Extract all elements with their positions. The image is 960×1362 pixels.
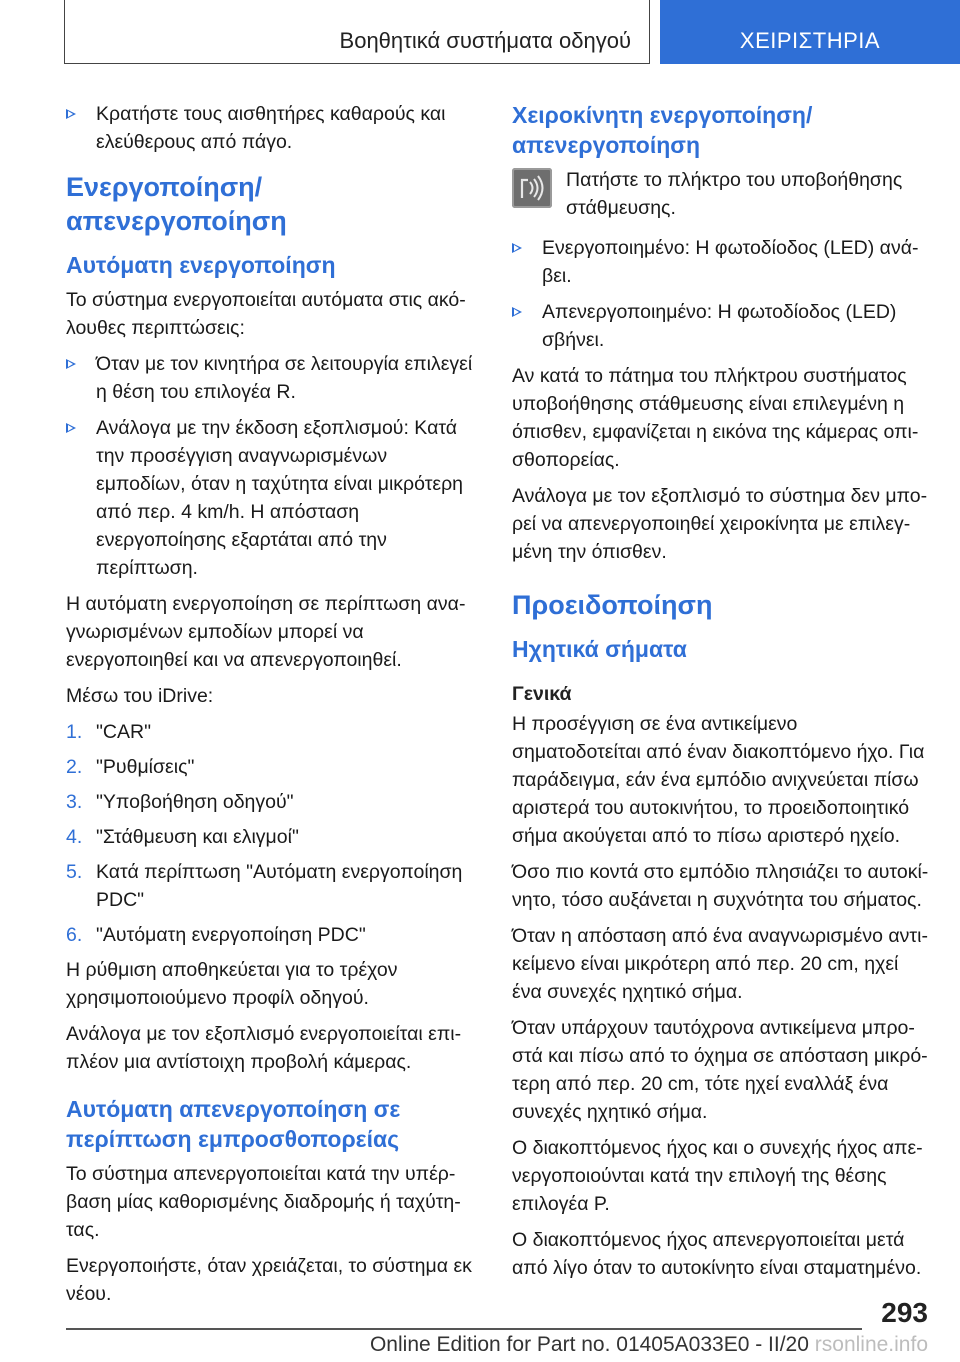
- paragraph: Η ρύθμιση αποθηκεύεται για το τρέχον χρησιμοποιούμενο προφίλ οδηγού.: [66, 959, 398, 1009]
- step-number: 4.: [66, 826, 83, 848]
- numbered-steps: [66, 718, 478, 949]
- left-column: [66, 100, 478, 1316]
- step-number: 2.: [66, 756, 83, 778]
- step-text: "Ρυθμίσεις": [96, 756, 195, 778]
- paragraph: Το σύστημα απενεργοποιείται κατά την υπέρβαση μίας καθορισμένης διαδρομής ή ταχύτητας.: [66, 1163, 461, 1241]
- section-title: Βοηθητικά συστήματα οδηγού: [339, 28, 631, 53]
- paragraph: Μέσω του iDrive:: [66, 685, 214, 707]
- paragraph: Όταν υπάρχουν ταυτόχρονα αντικείμενα μπροστά και πίσω από το όχημα σε απόσταση μικρότερη από περ. 20 cm, τότε ηχεί εναλλάξ ένα συνεχές ηχητικό σήμα.: [512, 1017, 928, 1123]
- bullet-arrow-icon: [66, 423, 76, 433]
- bullet-arrow-icon: [512, 307, 522, 317]
- chapter-tab-label: ΧΕΙΡΙΣΤΗΡΙΑ: [739, 28, 881, 53]
- bullet-arrow-icon: [512, 243, 522, 253]
- step-item: [66, 753, 478, 781]
- paragraph: Ενεργοποιήστε, όταν χρειάζεται, το σύστημα εκ νέου.: [66, 1255, 472, 1305]
- edition-text: Online Edition for Part no. 01405A033E0 - II/20: [369, 1333, 809, 1356]
- bullet-item: [512, 298, 930, 354]
- bullet-arrow-icon: [66, 359, 76, 369]
- bullet-text: Απενεργοποιημένο: Η φωτοδίοδος (LED) σβήνει.: [542, 301, 897, 351]
- paragraph: Το σύστημα ενεργοποιείται αυτόματα στις ακόλουθες περιπτώσεις:: [66, 289, 466, 339]
- paragraph: Ανάλογα με τον εξοπλισμό ενεργοποιείται επιπλέον μια αντίστοιχη προβολή κάμερας.: [66, 1023, 462, 1073]
- bullet-text: Ανάλογα με την έκδοση εξοπλισμού: Κατά την προσέγγιση αναγνωρισμένων εμποδίων, όταν η ταχύτητα είναι μικρότερη από περ. 4 km/h. Η απόσταση ενεργοποίησης εξαρτάται από την περίπτωση.: [96, 417, 464, 579]
- step-item: [66, 921, 478, 949]
- step-text: "CAR": [96, 721, 152, 743]
- footer-rule: [66, 1328, 862, 1330]
- heading-general: Γενικά: [512, 683, 572, 705]
- bullet-arrow-icon: [66, 109, 76, 119]
- bullet-item: [66, 100, 478, 156]
- step-item: [66, 823, 478, 851]
- button-instruction-text: Πατήστε το πλήκτρο του υποβοήθησης στάθμευσης.: [566, 169, 903, 219]
- heading-acoustic-signals: Ηχητικά σήματα: [512, 636, 687, 662]
- header-section-box: [64, 0, 650, 64]
- step-text: "Αυτόματη ενεργοποίηση PDC": [96, 924, 366, 946]
- step-item: [66, 788, 478, 816]
- paragraph: Αν κατά το πάτημα του πλήκτρου συστήματος υποβοήθησης στάθμευσης είναι επιλεγμένη η όπισθεν, εμφανίζεται η εικόνα της κάμερας οπισθοπορείας.: [512, 365, 919, 471]
- bullet-list: [512, 234, 930, 354]
- bullet-item: [66, 350, 478, 406]
- parking-assist-button-icon: [512, 168, 552, 208]
- page-number: 293: [881, 1297, 928, 1328]
- step-text: Κατά περίπτωση "Αυτόματη ενεργοποίηση PDC": [96, 861, 463, 911]
- bullet-list: [66, 350, 478, 582]
- paragraph: Ο διακοπτόμενος ήχος και ο συνεχής ήχος απενεργοποιούνται κατά την επιλογή της θέσης επιλογέα P.: [512, 1137, 923, 1215]
- heading-auto-activation: Αυτόματη ενεργοποίηση: [66, 252, 336, 278]
- step-item: [66, 858, 478, 914]
- paragraph: Όταν η απόσταση από ένα αναγνωρισμένο αντικείμενο είναι μικρότερη από περ. 20 cm, ηχεί ένα συνεχές ηχητικό σήμα.: [512, 925, 928, 1003]
- watermark-text: rsonline.info: [814, 1333, 928, 1356]
- bullet-item: [66, 414, 478, 582]
- paragraph: Ανάλογα με τον εξοπλισμό το σύστημα δεν μπορεί να απενεργοποιηθεί χειροκίνητα με επιλεγμένη την όπισθεν.: [512, 485, 928, 563]
- heading-auto-deactivation: Αυτόματη απενεργοποίηση σε περίπτωση εμπροσθοπορείας: [66, 1096, 401, 1152]
- right-column: [512, 100, 930, 1290]
- step-number: 3.: [66, 791, 83, 813]
- bullet-text: Κρατήστε τους αισθητήρες καθαρούς και ελεύθερους από πάγο.: [96, 103, 446, 153]
- step-number: 6.: [66, 924, 83, 946]
- step-item: [66, 718, 478, 746]
- button-instruction: [512, 166, 930, 222]
- paragraph: Όσο πιο κοντά στο εμπόδιο πλησιάζει το αυτοκίνητο, τόσο αυξάνεται η συχνότητα του σήματος.: [512, 861, 929, 911]
- paragraph: Η αυτόματη ενεργοποίηση σε περίπτωση αναγνωρισμένων εμποδίων μπορεί να ενεργοποιηθεί και να απενεργοποιηθεί.: [66, 593, 466, 671]
- heading-activation: Ενεργοποίηση/απενεργοποίηση: [66, 172, 287, 236]
- chapter-tab[interactable]: [660, 0, 960, 64]
- parking-sensor-waves-icon: [516, 172, 548, 204]
- paragraph: Η προσέγγιση σε ένα αντικείμενο σηματοδοτείται από έναν διακοπτόμενο ήχο. Για παράδειγμα, εάν ένα εμπόδιο ανιχνεύεται πίσω αριστερά του αυτοκινήτου, το προειδοποιητικό σήμα ακούγεται από το πίσω αριστερό ηχείο.: [512, 713, 925, 847]
- step-text: "Υποβοήθηση οδηγού": [96, 791, 294, 813]
- step-number: 1.: [66, 721, 83, 743]
- step-text: "Στάθμευση και ελιγμοί": [96, 826, 299, 848]
- step-number: 5.: [66, 861, 83, 883]
- paragraph: Ο διακοπτόμενος ήχος απενεργοποιείται μετά από λίγο όταν το αυτοκίνητο είναι σταματημένο.: [512, 1229, 922, 1279]
- heading-warning: Προειδοποίηση: [512, 590, 713, 620]
- heading-manual-activation: Χειροκίνητη ενεργοποίηση/ απενεργοποίηση: [512, 102, 813, 158]
- bullet-item: [512, 234, 930, 290]
- bullet-text: Όταν με τον κινητήρα σε λειτουργία επιλεγεί η θέση του επιλογέα R.: [96, 353, 473, 403]
- bullet-text: Ενεργοποιημένο: Η φωτοδίοδος (LED) ανάβει.: [542, 237, 919, 287]
- edition-footer: [370, 1333, 928, 1357]
